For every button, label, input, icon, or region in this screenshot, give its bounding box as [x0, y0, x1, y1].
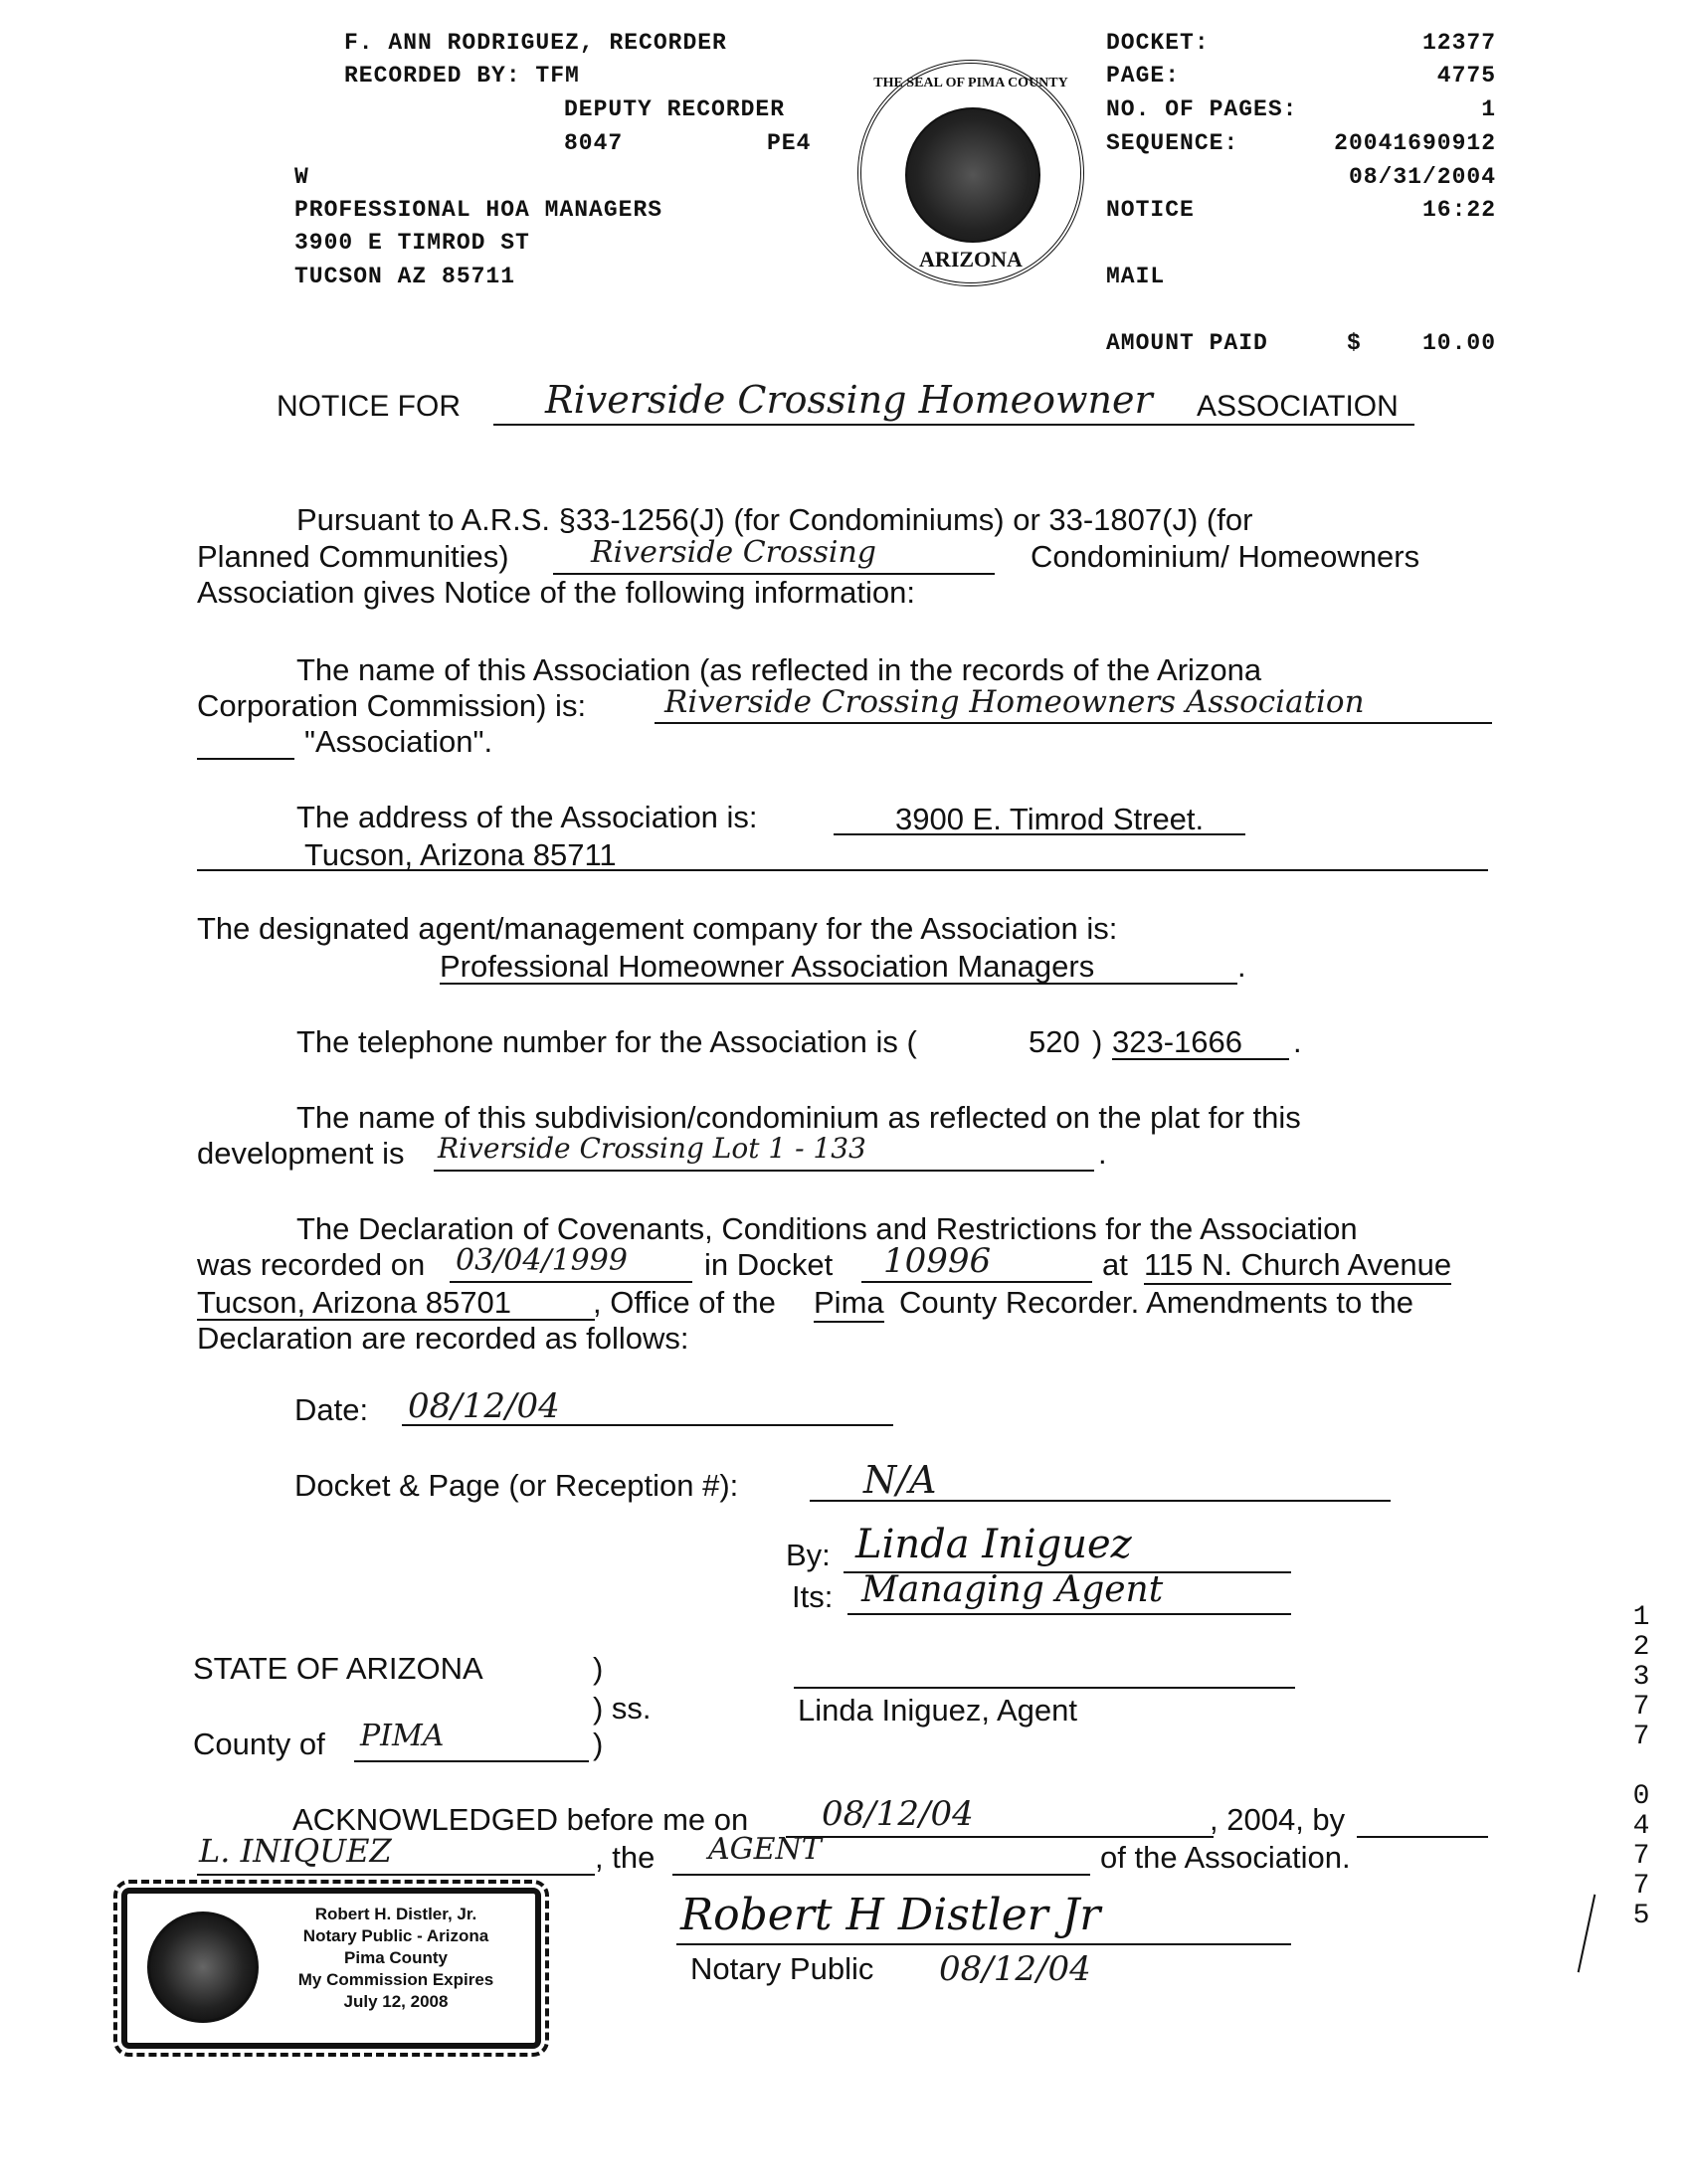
venue-paren3: ) — [593, 1727, 604, 1761]
para1-line2-prefix: Planned Communities) — [197, 539, 509, 574]
declaration-at: at — [1102, 1247, 1128, 1282]
ack-by-line — [1357, 1836, 1488, 1838]
phone-label: The telephone number for the Association is ( — [296, 1024, 917, 1059]
notary-label: Notary Public — [690, 1951, 874, 1986]
amount-value: 10.00 — [1421, 330, 1496, 356]
subdivision-line1: The name of this subdivision/condominium as reflected on the plat for this — [296, 1100, 1301, 1135]
addressee-street: 3900 E TIMROD ST — [294, 230, 530, 256]
declaration-line4: Declaration are recorded as follows: — [197, 1321, 689, 1356]
docket-value: 12377 — [1421, 30, 1496, 56]
amount-currency: $ — [1347, 330, 1362, 356]
para2-short-line — [197, 758, 294, 760]
phone-period: . — [1293, 1024, 1302, 1059]
para2-line3: "Association". — [304, 724, 493, 759]
amend-docket-value: N/A — [863, 1458, 937, 1502]
agent-period: . — [1237, 949, 1246, 984]
seal-top-text: THE SEAL OF PIMA COUNTY — [873, 76, 1068, 91]
venue-ss: ) ss. — [593, 1691, 652, 1726]
recorded-time: 16:22 — [1421, 197, 1496, 223]
stamp-line2: Notary Public - Arizona — [302, 1926, 489, 1945]
phone-number: 323-1666 — [1112, 1024, 1243, 1059]
para2-fill: Riverside Crossing Homeowners Association — [664, 684, 1365, 720]
seal-bottom-text: ARIZONA — [919, 247, 1023, 272]
para1-line3: Association gives Notice of the following information: — [197, 575, 915, 610]
para1-fill: Riverside Crossing — [591, 535, 876, 570]
para2-line2-prefix: Corporation Commission) is: — [197, 688, 587, 723]
stamp-line5: July 12, 2008 — [343, 1992, 449, 2011]
mail-label: MAIL — [1106, 264, 1166, 289]
deputy-recorder: DEPUTY RECORDER — [564, 96, 786, 122]
ack-the: , the — [595, 1840, 656, 1875]
w-mark: W — [294, 164, 309, 190]
phone-close: ) — [1092, 1024, 1103, 1059]
by-label: By: — [786, 1538, 831, 1572]
venue-county-value: PIMA — [360, 1719, 445, 1753]
declaration-date-line — [450, 1281, 692, 1283]
notice-label: NOTICE — [1106, 197, 1195, 223]
para1-line2-suffix: Condominium/ Homeowners — [1031, 539, 1420, 574]
addressee-name: PROFESSIONAL HOA MANAGERS — [294, 197, 663, 223]
amount-label: AMOUNT PAID — [1106, 330, 1268, 356]
ack-date: 08/12/04 — [822, 1794, 974, 1834]
its-signature: Managing Agent — [861, 1569, 1164, 1610]
ack-suffix: of the Association. — [1100, 1840, 1351, 1875]
notary-signature-line — [676, 1943, 1291, 1945]
para2-line1: The name of this Association (as reflected in the records of the Arizona — [296, 652, 1262, 687]
pages-value: 1 — [1481, 96, 1496, 122]
ack-role: AGENT — [708, 1832, 822, 1867]
agent-company: Professional Homeowner Association Managers — [440, 949, 1095, 984]
docket-label: DOCKET: — [1106, 30, 1210, 56]
declaration-docket: 10996 — [883, 1241, 992, 1281]
venue-county-line — [354, 1760, 589, 1762]
ack-role-line — [672, 1874, 1090, 1876]
recorded-date: 08/31/2004 — [1348, 164, 1496, 190]
sequence-value: 20041690912 — [1334, 130, 1496, 156]
declaration-docket-prefix: in Docket — [704, 1247, 834, 1282]
amend-date-label: Date: — [294, 1392, 369, 1427]
venue-state: STATE OF ARIZONA — [193, 1651, 483, 1686]
declaration-docket-line — [861, 1281, 1092, 1283]
subdivision-period: . — [1098, 1136, 1107, 1171]
para2-fill-line — [655, 722, 1492, 724]
stamp-line1: Robert H. Distler, Jr. — [314, 1905, 477, 1923]
its-line — [847, 1613, 1291, 1615]
venue-agent-name: Linda Iniguez, Agent — [798, 1693, 1077, 1728]
declaration-county: Pima — [814, 1285, 884, 1323]
recorder-name: F. ANN RODRIGUEZ, RECORDER — [344, 30, 727, 56]
stamp-line3: Pima County — [344, 1948, 448, 1967]
notary-signature: Robert H Distler Jr — [680, 1890, 1101, 1940]
declaration-city: Tucson, Arizona 85701 — [197, 1285, 511, 1320]
address-street: 3900 E. Timrod Street. — [895, 802, 1205, 836]
para1-line1: Pursuant to A.R.S. §33-1256(J) (for Condominiums) or 33-1807(J) (for — [296, 502, 1253, 537]
ack-date-line — [786, 1836, 1214, 1838]
venue-paren1: ) — [593, 1651, 604, 1686]
addressee-city: TUCSON AZ 85711 — [294, 264, 516, 289]
amend-date-value: 08/12/04 — [408, 1386, 560, 1426]
stamp-text — [267, 1904, 525, 2013]
ack-name-line — [197, 1874, 595, 1876]
declaration-office-suffix: County Recorder. Amendments to the — [899, 1285, 1413, 1320]
by-signature: Linda Iniguez — [855, 1522, 1132, 1567]
page-value: 4775 — [1436, 63, 1496, 89]
code-right: PE4 — [767, 130, 812, 156]
agent-label: The designated agent/management company for the Association is: — [197, 911, 1118, 946]
subdivision-fill-line — [434, 1170, 1094, 1172]
title-prefix: NOTICE FOR — [277, 390, 461, 423]
declaration-recorded-prefix: was recorded on — [197, 1247, 426, 1282]
notary-date: 08/12/04 — [939, 1949, 1091, 1989]
code-left: 8047 — [564, 130, 624, 156]
arizona-seal-icon — [147, 1911, 259, 2023]
ack-prefix: ACKNOWLEDGED before me on — [292, 1802, 749, 1837]
margin-mark — [1578, 1895, 1596, 1973]
title-underline — [493, 424, 1414, 426]
seal-building-icon — [905, 107, 1040, 243]
phone-area: 520 — [1029, 1024, 1080, 1059]
declaration-line1: The Declaration of Covenants, Conditions and Restrictions for the Association — [296, 1211, 1358, 1246]
agent-signature-line — [794, 1687, 1295, 1689]
amend-docket-label: Docket & Page (or Reception #): — [294, 1468, 739, 1503]
ack-year: , 2004, by — [1210, 1802, 1346, 1837]
recorded-by: RECORDED BY: TFM — [344, 63, 580, 89]
pages-label: NO. OF PAGES: — [1106, 96, 1298, 122]
address-label: The address of the Association is: — [296, 800, 758, 834]
title-association-name: Riverside Crossing Homeowner — [545, 378, 1153, 422]
subdivision-fill: Riverside Crossing Lot 1 - 133 — [438, 1132, 866, 1165]
title-suffix: ASSOCIATION — [1197, 390, 1399, 423]
subdivision-prefix: development is — [197, 1136, 405, 1171]
page-label: PAGE: — [1106, 63, 1181, 89]
its-label: Its: — [792, 1579, 834, 1614]
margin-vertical-number: 1 2 3 7 7 0 4 7 7 5 — [1632, 1602, 1650, 1931]
county-seal — [857, 60, 1084, 286]
declaration-address: 115 N. Church Avenue — [1144, 1247, 1451, 1285]
notary-stamp — [121, 1888, 541, 2049]
venue-county-label: County of — [193, 1727, 325, 1761]
stamp-line4: My Commission Expires — [297, 1970, 494, 1989]
ack-name: L. INIQUEZ — [199, 1832, 392, 1870]
declaration-date: 03/04/1999 — [456, 1243, 628, 1278]
sequence-label: SEQUENCE: — [1106, 130, 1239, 156]
declaration-office-prefix: , Office of the — [593, 1285, 776, 1320]
address-city: Tucson, Arizona 85711 — [304, 837, 617, 872]
